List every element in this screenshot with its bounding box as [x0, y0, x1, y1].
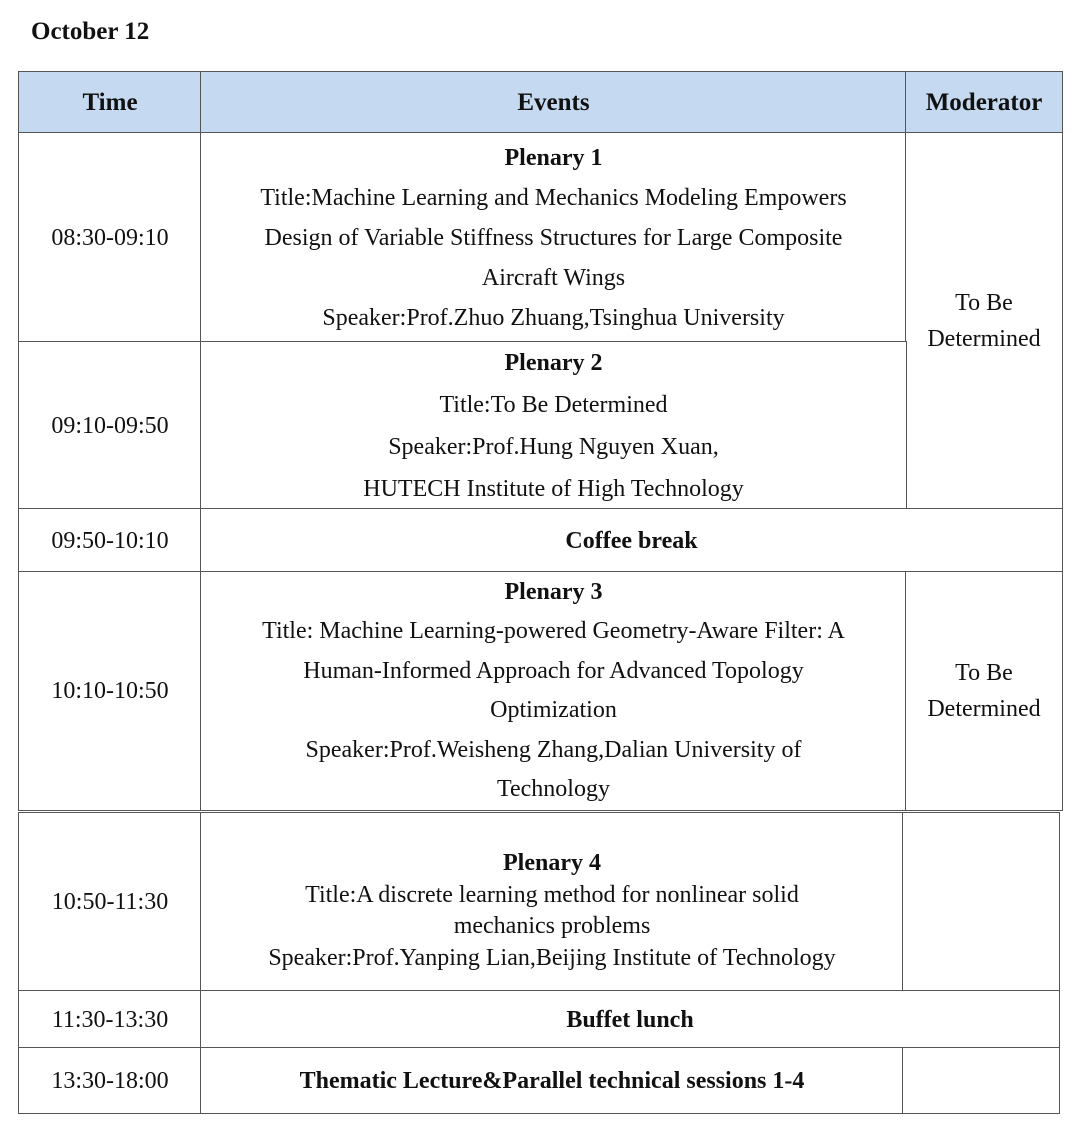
time-cell-plenary-3: 10:10-10:50 — [18, 571, 202, 811]
event-title: Plenary 3 — [504, 578, 603, 605]
event-cell-plenary-4 — [200, 812, 904, 992]
date-heading: October 12 — [31, 18, 150, 45]
time-cell-coffee-break: 09:50-10:10 — [18, 508, 202, 573]
moderator-line: Determined — [927, 696, 1041, 722]
event-line: Speaker:Prof.Zhuo Zhuang,Tsinghua University — [322, 304, 785, 331]
event-line: mechanics problems — [453, 913, 651, 939]
moderator-cell-plenary-3 — [905, 571, 1063, 811]
event-line: Speaker:Prof.Yanping Lian,Beijing Institute of Technology — [268, 944, 836, 971]
time-cell-plenary-1: 08:30-09:10 — [18, 132, 202, 343]
moderator-line: To Be — [955, 660, 1013, 686]
event-line: Optimization — [490, 697, 617, 723]
event-line: Title: Machine Learning-powered Geometry-Aware Filter: A — [262, 618, 845, 644]
event-line: Human-Informed Approach for Advanced Topology — [303, 657, 804, 684]
event-line: Title:To Be Determined — [439, 391, 668, 418]
event-title: Plenary 2 — [504, 349, 603, 376]
time-cell-plenary-4: 10:50-11:30 — [18, 812, 202, 992]
event-cell-buffet-lunch: Buffet lunch — [200, 990, 1060, 1049]
time-cell-thematic-lecture: 13:30-18:00 — [18, 1047, 202, 1114]
event-line: Aircraft Wings — [481, 264, 626, 291]
event-cell-coffee-break: Coffee break — [200, 508, 1063, 573]
event-line: Speaker:Prof.Weisheng Zhang,Dalian University of — [305, 736, 802, 763]
event-line: Speaker:Prof.Hung Nguyen Xuan, — [388, 433, 719, 460]
event-title: Plenary 4 — [503, 850, 601, 876]
moderator-cell-plenary-4 — [902, 812, 1060, 992]
moderator-cell-thematic-lecture — [902, 1047, 1060, 1114]
moderator-line: To Be — [955, 290, 1013, 316]
event-cell-plenary-1 — [200, 132, 907, 343]
time-cell-buffet-lunch: 11:30-13:30 — [18, 990, 202, 1049]
moderator-line: Determined — [927, 326, 1041, 352]
header-moderator: Moderator — [905, 71, 1063, 134]
event-line: Title:A discrete learning method for nonlinear solid — [305, 881, 799, 908]
time-cell-plenary-2: 09:10-09:50 — [18, 341, 202, 510]
header-events: Events — [200, 71, 907, 134]
event-line: Design of Variable Stiffness Structures for Large Composite — [264, 224, 843, 251]
event-cell-thematic-lecture: Thematic Lecture&Parallel technical sessions 1-4 — [200, 1047, 904, 1114]
event-title: Plenary 1 — [504, 144, 603, 171]
moderator-cell-plenary-1-2 — [905, 132, 1063, 510]
event-cell-plenary-3 — [200, 571, 907, 811]
event-cell-plenary-2 — [200, 341, 907, 510]
event-line: Title:Machine Learning and Mechanics Modeling Empowers — [260, 184, 847, 211]
event-line: HUTECH Institute of High Technology — [363, 475, 744, 502]
header-time: Time — [18, 71, 202, 134]
event-line: Technology — [497, 776, 610, 802]
